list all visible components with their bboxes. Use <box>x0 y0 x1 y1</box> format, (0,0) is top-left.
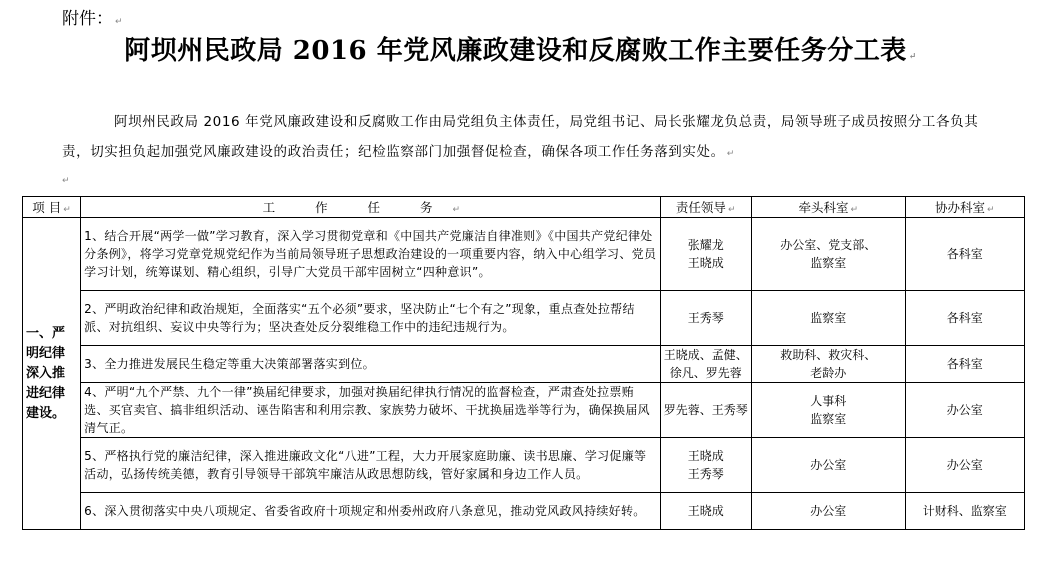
task-cell: 6、深入贯彻落实中央八项规定、省委省政府十项规定和州委州政府八条意见，推动党风政风持续好转。 <box>81 493 660 530</box>
task-cell: 5、严格执行党的廉洁纪律，深入推进廉政文化“八进”工程，大力开展家庭助廉、读书思廉、学习促廉等活动，弘扬传统美德，教育引导领导干部筑牢廉洁从政思想防线，管好家属和身边工作人员。 <box>81 438 660 493</box>
lead-dept-cell: 办公室 <box>751 438 905 493</box>
assist-dept-cell: 计财科、监察室 <box>905 493 1024 530</box>
task-cell: 4、严明“九个严禁、九个一律”换届纪律要求，加强对换届纪律执行情况的监督检查，严肃查处拉票贿选、买官卖官、搞非组织活动、诬告陷害和利用宗教、家族势力破坏、干扰换届选举等行为，确保换届风清气正。 <box>81 383 660 438</box>
leader-cell: 张耀龙 王晓成 <box>660 218 751 291</box>
table-row <box>23 438 1025 493</box>
page-title: 阿坝州民政局 2016 年党风廉政建设和反腐败工作主要任务分工表 ↵ <box>124 36 917 66</box>
table-row <box>23 291 1025 346</box>
task-cell: 3、全力推进发展民生稳定等重大决策部署落实到位。 <box>81 346 660 383</box>
leader-cell: 王晓成 <box>660 493 751 530</box>
table-row <box>23 493 1025 530</box>
leader-cell: 王晓成 王秀琴 <box>660 438 751 493</box>
lead-dept-cell: 救助科、救灾科、 老龄办 <box>751 346 905 383</box>
attachment-label: 附件： ↵ <box>62 9 123 29</box>
header-project: 项 目 ↵ <box>23 197 81 218</box>
assist-dept-cell: 办公室 <box>905 438 1024 493</box>
lead-dept-cell: 人事科 监察室 <box>751 383 905 438</box>
assist-dept-cell: 各科室 <box>905 291 1024 346</box>
header-task: 工 作 任 务 ↵ <box>81 197 660 218</box>
table-row <box>23 383 1025 438</box>
leader-cell: 罗先蓉、王秀琴 <box>660 383 751 438</box>
task-cell: 2、严明政治纪律和政治规矩，全面落实“五个必须”要求，坚决防止“七个有之”现象，重点查处拉帮结派、对抗组织、妄议中央等行为；坚决查处反分裂维稳工作中的违纪违规行为。 <box>81 291 660 346</box>
assist-dept-cell: 各科室 <box>905 218 1024 291</box>
table-row <box>23 346 1025 383</box>
header-leader: 责任领导 ↵ <box>660 197 751 218</box>
project-group-cell: 一、严明纪律深入推进纪律建设。 <box>23 218 81 530</box>
lead-dept-cell: 监察室 <box>751 291 905 346</box>
leader-cell: 王晓成、孟健、 徐凡、罗先蓉 <box>660 346 751 383</box>
paragraph-mark: ↵ <box>62 176 70 186</box>
assist-dept-cell: 办公室 <box>905 383 1024 438</box>
assist-dept-cell: 各科室 <box>905 346 1024 383</box>
lead-dept-cell: 办公室、党支部、 监察室 <box>751 218 905 291</box>
task-cell: 1、结合开展“两学一做”学习教育，深入学习贯彻党章和《中国共产党廉洁自律准则》《中国共产党纪律处分条例》，将学习党章党规党纪作为当前局领导班子思想政治建设的一项重要内容，纳入中心组学习、党员学习计划，统筹谋划、精心组织，引导广大党员干部牢固树立“四种意识”。 <box>81 218 660 291</box>
header-lead-dept: 牵头科室 ↵ <box>751 197 905 218</box>
table-row <box>23 218 1025 291</box>
lead-dept-cell: 办公室 <box>751 493 905 530</box>
intro-paragraph: 阿坝州民政局 2016 年党风廉政建设和反腐败工作由局党组负主体责任，局党组书记、局长张耀龙负总责，局领导班子成员按照分工各负其责，切实担负起加强党风廉政建设的政治责任；纪检监察部门加强督促检查，确保各项工作任务落到实处。 ↵ <box>62 114 979 160</box>
table-header-row <box>23 197 1025 218</box>
task-table <box>22 196 1025 530</box>
leader-cell: 王秀琴 <box>660 291 751 346</box>
header-assist-dept: 协办科室 ↵ <box>905 197 1024 218</box>
